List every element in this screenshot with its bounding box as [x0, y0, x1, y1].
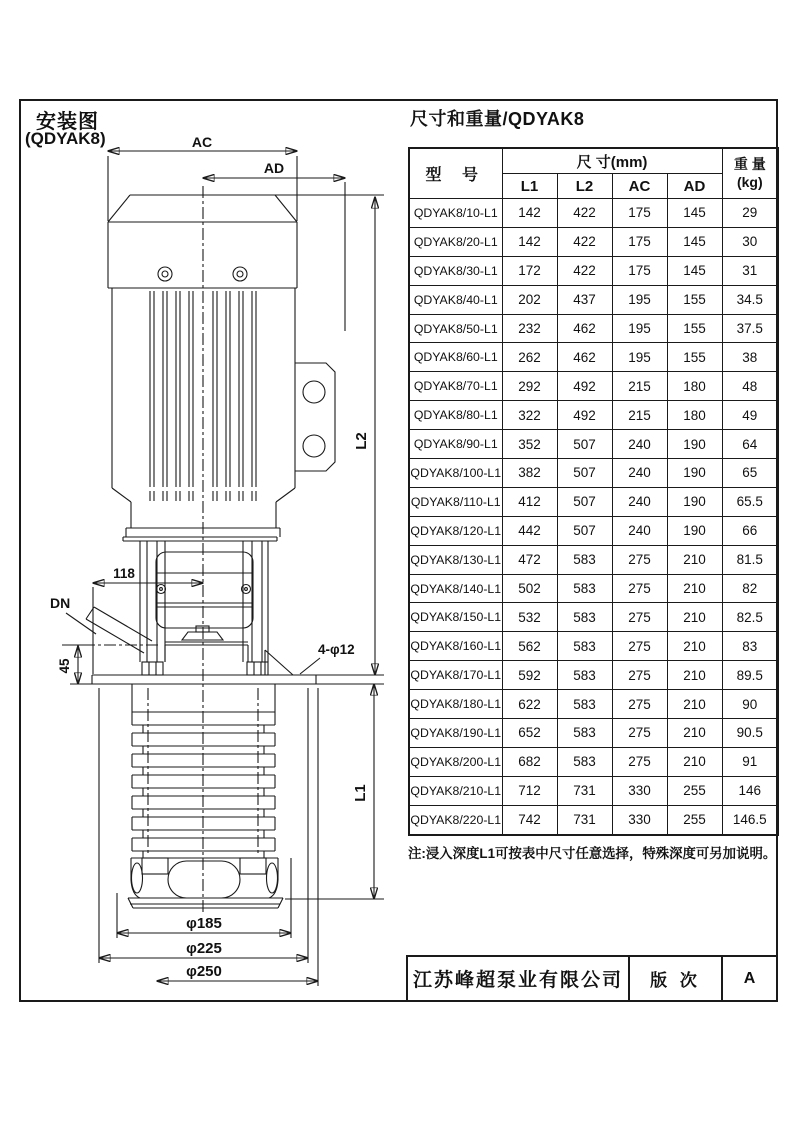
value-cell: 275	[612, 747, 667, 776]
value-cell: 492	[557, 401, 612, 430]
value-cell: 64	[722, 430, 778, 459]
table-row	[409, 805, 778, 834]
value-cell: 255	[667, 776, 722, 805]
value-cell: 275	[612, 603, 667, 632]
dimension-ad	[203, 178, 345, 331]
dim-label-dn: DN	[50, 595, 71, 611]
value-cell: 352	[502, 430, 557, 459]
value-cell: 146	[722, 776, 778, 805]
model-cell: QDYAK8/220-L1	[409, 805, 502, 834]
value-cell: 175	[612, 227, 667, 256]
value-cell: 562	[502, 632, 557, 661]
value-cell: 622	[502, 690, 557, 719]
value-cell: 155	[667, 314, 722, 343]
value-cell: 83	[722, 632, 778, 661]
value-cell: 175	[612, 256, 667, 285]
value-cell: 82	[722, 574, 778, 603]
col-header-dimensions: 尺 寸(mm)	[502, 148, 722, 174]
value-cell: 215	[612, 401, 667, 430]
table-row	[409, 690, 778, 719]
value-cell: 583	[557, 632, 612, 661]
model-cell: QDYAK8/140-L1	[409, 574, 502, 603]
value-cell: 240	[612, 516, 667, 545]
value-cell: 507	[557, 516, 612, 545]
table-row	[409, 401, 778, 430]
model-cell: QDYAK8/190-L1	[409, 719, 502, 748]
revision-label: 版 次	[630, 957, 723, 1000]
value-cell: 48	[722, 372, 778, 401]
value-cell: 145	[667, 256, 722, 285]
company-name: 江苏峰超泵业有限公司	[408, 957, 630, 1000]
value-cell: 210	[667, 574, 722, 603]
value-cell: 195	[612, 314, 667, 343]
table-title: 尺寸和重量/QDYAK8	[410, 109, 585, 129]
model-cell: QDYAK8/20-L1	[409, 227, 502, 256]
model-cell: QDYAK8/90-L1	[409, 430, 502, 459]
table-row	[409, 487, 778, 516]
dim-label-45: 45	[57, 658, 72, 674]
col-header-weight	[722, 148, 778, 199]
table-row	[409, 632, 778, 661]
value-cell: 31	[722, 256, 778, 285]
value-cell: 275	[612, 545, 667, 574]
col-header-model: 型 号	[409, 148, 502, 199]
col-header-ad: AD	[667, 174, 722, 199]
value-cell: 90	[722, 690, 778, 719]
value-cell: 91	[722, 747, 778, 776]
model-cell: QDYAK8/70-L1	[409, 372, 502, 401]
terminal-box	[295, 363, 335, 471]
value-cell: 49	[722, 401, 778, 430]
value-cell: 330	[612, 776, 667, 805]
value-cell: 275	[612, 719, 667, 748]
table-row	[409, 343, 778, 372]
weight-header-line2: (kg)	[736, 173, 763, 190]
value-cell: 742	[502, 805, 557, 834]
model-cell: QDYAK8/150-L1	[409, 603, 502, 632]
value-cell: 180	[667, 372, 722, 401]
value-cell: 82.5	[722, 603, 778, 632]
value-cell: 146.5	[722, 805, 778, 834]
value-cell: 34.5	[722, 285, 778, 314]
value-cell: 472	[502, 545, 557, 574]
table-row	[409, 227, 778, 256]
value-cell: 583	[557, 747, 612, 776]
value-cell: 210	[667, 632, 722, 661]
table-row	[409, 314, 778, 343]
table-row	[409, 372, 778, 401]
value-cell: 507	[557, 459, 612, 488]
table-row	[409, 545, 778, 574]
value-cell: 583	[557, 545, 612, 574]
dim-label-ad: AD	[263, 160, 285, 176]
model-cell: QDYAK8/180-L1	[409, 690, 502, 719]
value-cell: 190	[667, 516, 722, 545]
dim-label-d225: φ225	[186, 940, 222, 957]
value-cell: 210	[667, 719, 722, 748]
model-cell: QDYAK8/160-L1	[409, 632, 502, 661]
value-cell: 210	[667, 747, 722, 776]
value-cell: 195	[612, 343, 667, 372]
value-cell: 262	[502, 343, 557, 372]
value-cell: 583	[557, 574, 612, 603]
value-cell: 462	[557, 314, 612, 343]
value-cell: 190	[667, 459, 722, 488]
table-row	[409, 603, 778, 632]
value-cell: 38	[722, 343, 778, 372]
value-cell: 195	[612, 285, 667, 314]
value-cell: 240	[612, 487, 667, 516]
value-cell: 210	[667, 661, 722, 690]
value-cell: 90.5	[722, 719, 778, 748]
table-row	[409, 661, 778, 690]
value-cell: 462	[557, 343, 612, 372]
value-cell: 255	[667, 805, 722, 834]
value-cell: 507	[557, 487, 612, 516]
table-row	[409, 199, 778, 228]
value-cell: 442	[502, 516, 557, 545]
dimensions-table	[408, 147, 779, 836]
model-cell: QDYAK8/110-L1	[409, 487, 502, 516]
value-cell: 232	[502, 314, 557, 343]
col-header-ac: AC	[612, 174, 667, 199]
table-row	[409, 516, 778, 545]
model-cell: QDYAK8/130-L1	[409, 545, 502, 574]
value-cell: 30	[722, 227, 778, 256]
value-cell: 507	[557, 430, 612, 459]
value-cell: 583	[557, 603, 612, 632]
value-cell: 65.5	[722, 487, 778, 516]
model-cell: QDYAK8/40-L1	[409, 285, 502, 314]
value-cell: 275	[612, 574, 667, 603]
model-cell: QDYAK8/60-L1	[409, 343, 502, 372]
value-cell: 155	[667, 285, 722, 314]
dn-leader-line	[66, 613, 96, 634]
table-row	[409, 776, 778, 805]
motor-body	[108, 195, 384, 541]
installation-diagram	[0, 0, 420, 1010]
value-cell: 210	[667, 603, 722, 632]
value-cell: 81.5	[722, 545, 778, 574]
value-cell: 240	[612, 430, 667, 459]
model-cell: QDYAK8/30-L1	[409, 256, 502, 285]
model-cell: QDYAK8/100-L1	[409, 459, 502, 488]
value-cell: 412	[502, 487, 557, 516]
holes-leader-line	[300, 658, 320, 674]
value-cell: 155	[667, 343, 722, 372]
model-cell: QDYAK8/50-L1	[409, 314, 502, 343]
dim-label-d250: φ250	[186, 963, 222, 980]
model-cell: QDYAK8/200-L1	[409, 747, 502, 776]
value-cell: 190	[667, 430, 722, 459]
model-cell: QDYAK8/170-L1	[409, 661, 502, 690]
value-cell: 437	[557, 285, 612, 314]
value-cell: 275	[612, 690, 667, 719]
model-cell: QDYAK8/120-L1	[409, 516, 502, 545]
mounting-plate	[92, 675, 316, 684]
value-cell: 592	[502, 661, 557, 690]
value-cell: 422	[557, 199, 612, 228]
value-cell: 66	[722, 516, 778, 545]
revision-value: A	[743, 969, 756, 987]
model-cell: QDYAK8/80-L1	[409, 401, 502, 430]
value-cell: 37.5	[722, 314, 778, 343]
value-cell: 172	[502, 256, 557, 285]
dim-label-d185: φ185	[186, 915, 222, 932]
value-cell: 29	[722, 199, 778, 228]
value-cell: 382	[502, 459, 557, 488]
value-cell: 731	[557, 805, 612, 834]
value-cell: 65	[722, 459, 778, 488]
value-cell: 89.5	[722, 661, 778, 690]
dim-label-4-phi12: 4-φ12	[318, 642, 355, 657]
value-cell: 190	[667, 487, 722, 516]
value-cell: 652	[502, 719, 557, 748]
value-cell: 422	[557, 227, 612, 256]
note-text: 注:浸入深度L1可按表中尺寸任意选择，特殊深度可另加说明。	[408, 846, 777, 861]
pump-head	[62, 541, 293, 675]
value-cell: 142	[502, 199, 557, 228]
table-row	[409, 285, 778, 314]
dim-label-l1: L1	[352, 784, 369, 802]
value-cell: 275	[612, 661, 667, 690]
value-cell: 502	[502, 574, 557, 603]
value-cell: 532	[502, 603, 557, 632]
value-cell: 682	[502, 747, 557, 776]
pump-column	[128, 684, 283, 908]
value-cell: 322	[502, 401, 557, 430]
drawing-title: 安装图	[36, 111, 99, 133]
value-cell: 175	[612, 199, 667, 228]
value-cell: 583	[557, 719, 612, 748]
value-cell: 712	[502, 776, 557, 805]
value-cell: 292	[502, 372, 557, 401]
value-cell: 583	[557, 690, 612, 719]
table-row	[409, 719, 778, 748]
title-block	[406, 955, 778, 1002]
value-cell: 492	[557, 372, 612, 401]
value-cell: 731	[557, 776, 612, 805]
dim-label-l2: L2	[353, 432, 370, 450]
model-cell: QDYAK8/210-L1	[409, 776, 502, 805]
value-cell: 275	[612, 632, 667, 661]
value-cell: 202	[502, 285, 557, 314]
strainer-mesh	[168, 861, 240, 898]
dim-label-118: 118	[113, 566, 135, 581]
value-cell: 145	[667, 199, 722, 228]
table-row	[409, 256, 778, 285]
value-cell: 583	[557, 661, 612, 690]
value-cell: 422	[557, 256, 612, 285]
weight-header-line1: 重 量	[733, 156, 766, 172]
table-row	[409, 459, 778, 488]
table-row	[409, 574, 778, 603]
table-row	[409, 430, 778, 459]
value-cell: 330	[612, 805, 667, 834]
dimension-l1	[285, 684, 384, 899]
model-cell: QDYAK8/10-L1	[409, 199, 502, 228]
value-cell: 180	[667, 401, 722, 430]
value-cell: 240	[612, 459, 667, 488]
col-header-l2: L2	[557, 174, 612, 199]
table-body	[409, 199, 778, 835]
value-cell: 210	[667, 690, 722, 719]
col-header-l1: L1	[502, 174, 557, 199]
value-cell: 142	[502, 227, 557, 256]
drawing-subtitle: (QDYAK8)	[25, 129, 106, 148]
value-cell: 215	[612, 372, 667, 401]
value-cell: 145	[667, 227, 722, 256]
value-cell: 210	[667, 545, 722, 574]
dimension-45	[70, 645, 92, 684]
table-row	[409, 747, 778, 776]
dim-label-ac: AC	[191, 134, 213, 150]
dimension-l2	[316, 197, 384, 675]
